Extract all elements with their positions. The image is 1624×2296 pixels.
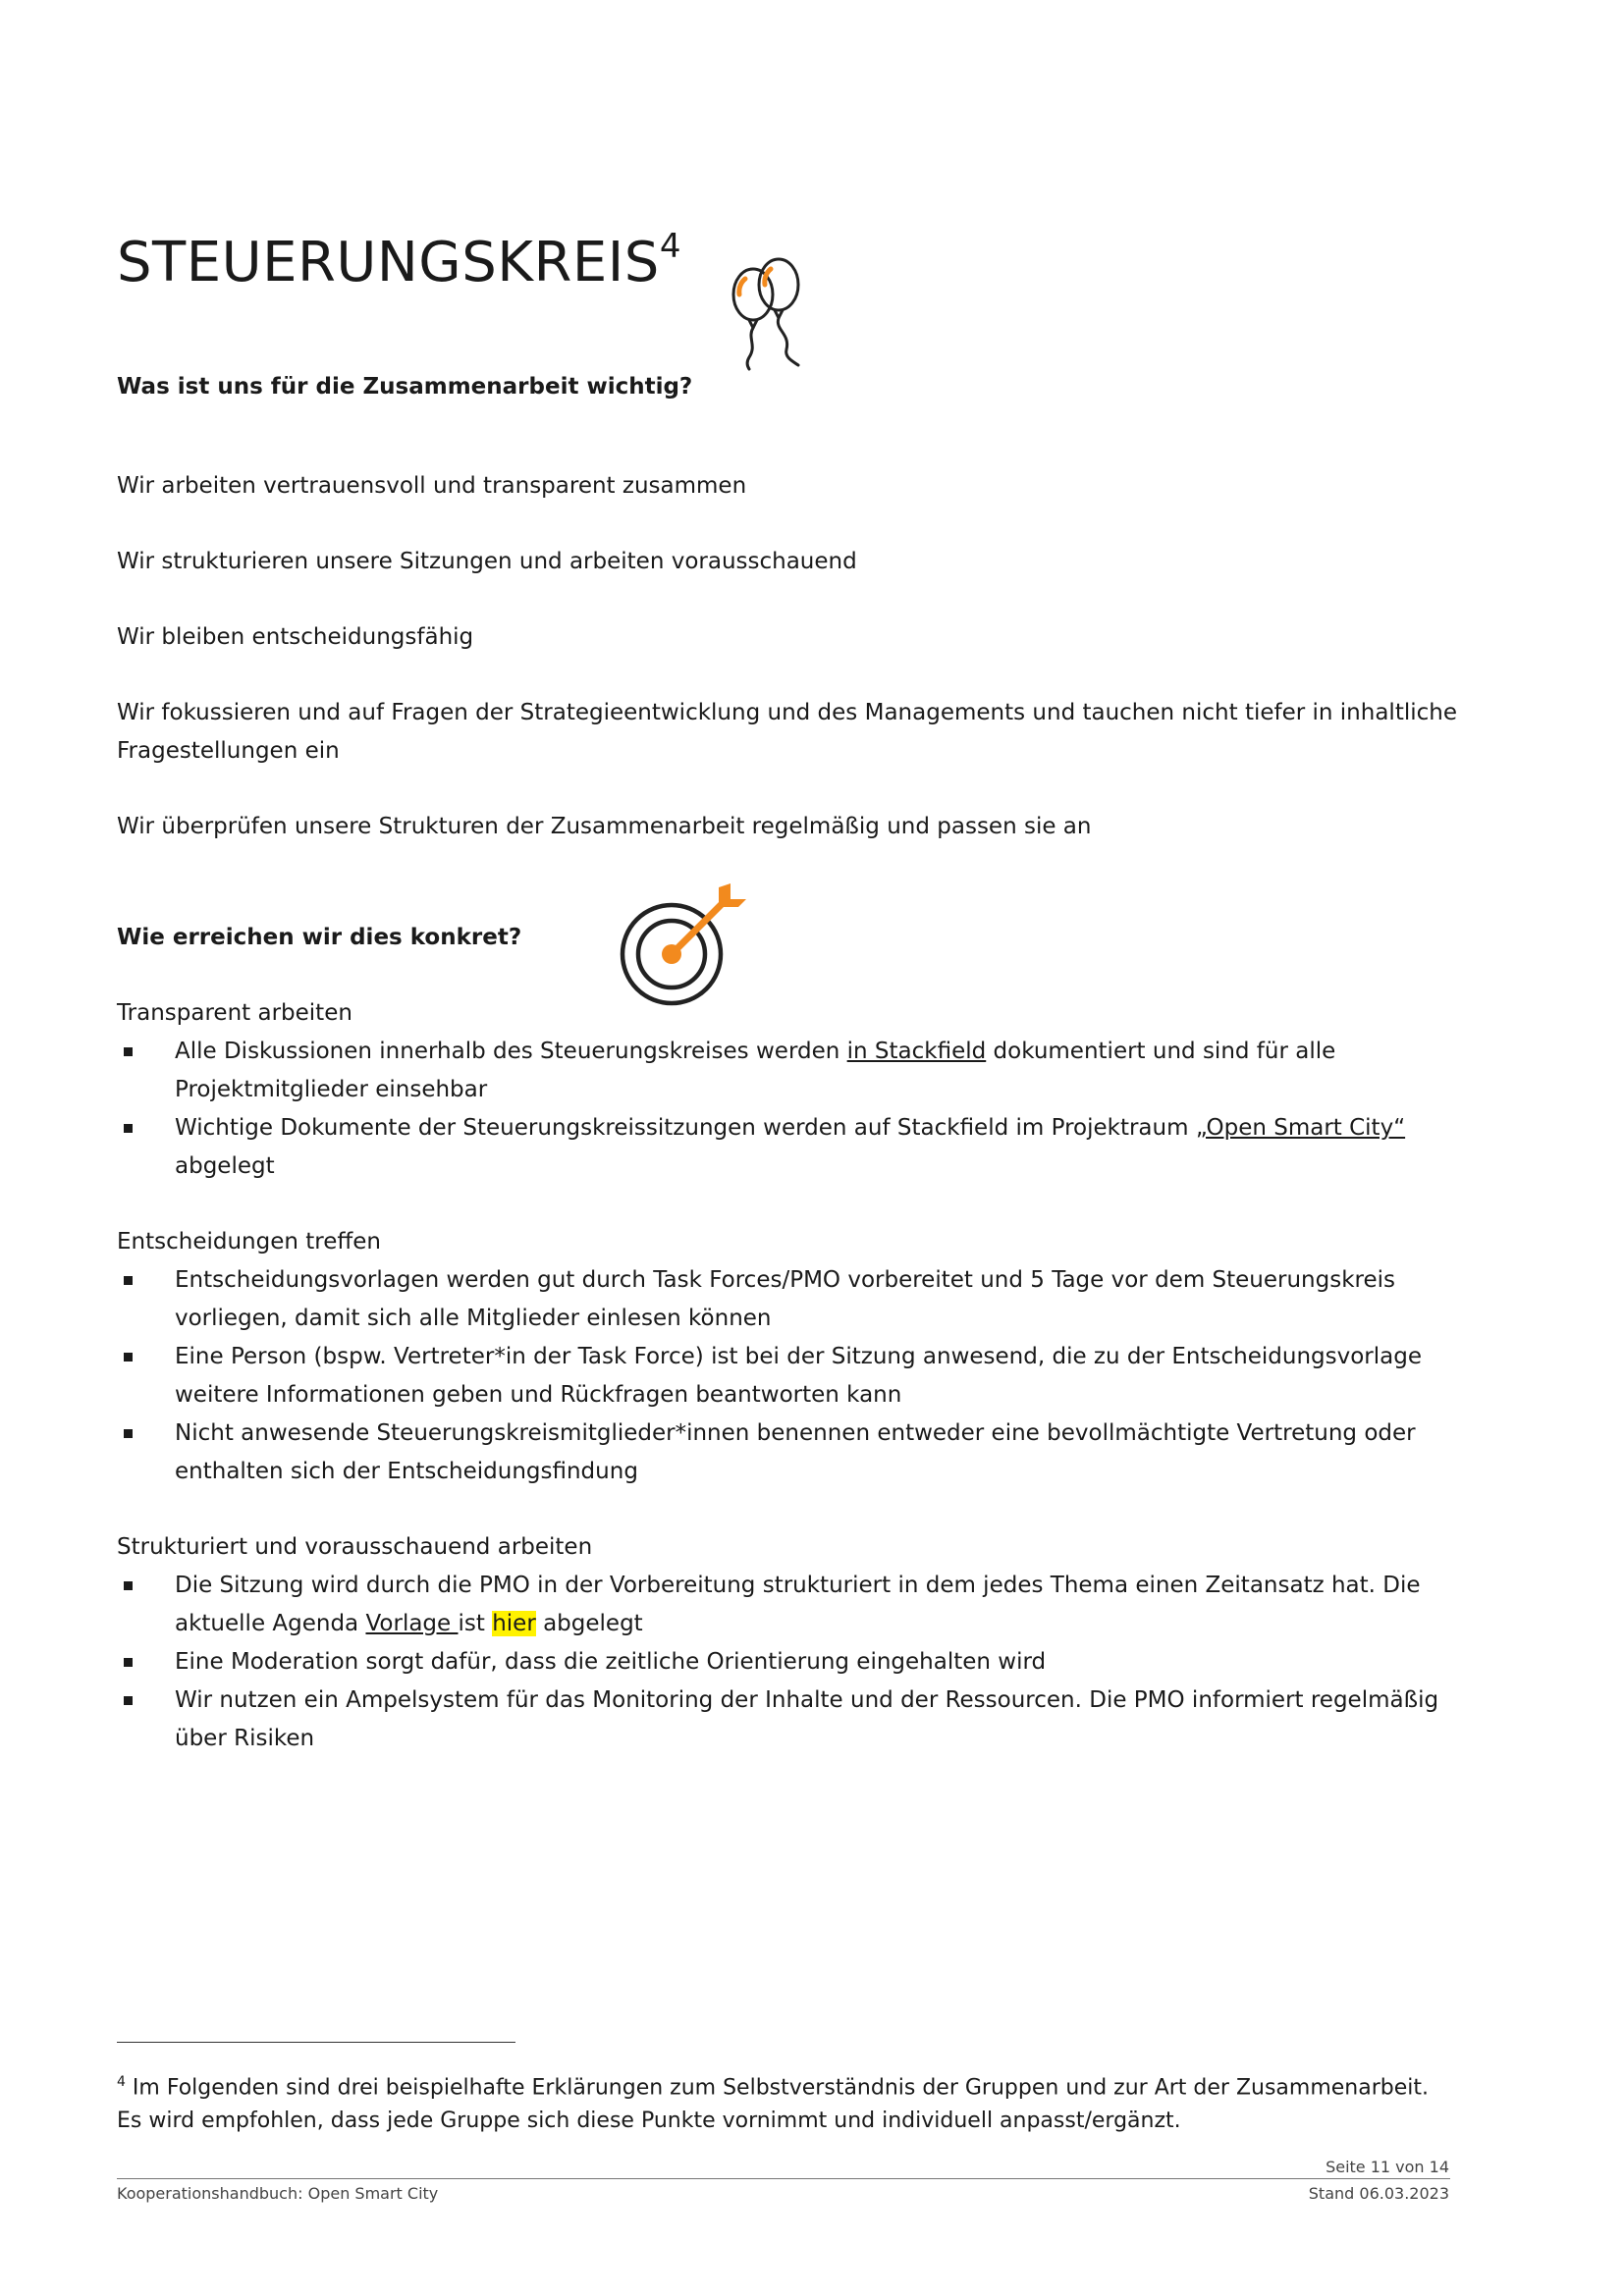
list-item: Entscheidungsvorlagen werden gut durch Task Forces/PMO vorbereitet und 5 Tage vor dem Steuerungskreis [175,1267,1396,1293]
footer-divider [117,2178,1450,2179]
footnote-line-cont: Es wird empfohlen, dass jede Gruppe sich diese Punkte vornimmt und individuell anpasst/ergänzt. [117,2109,1181,2133]
bullet [124,1658,133,1667]
section-title: Transparent arbeiten [117,1000,352,1026]
section-title: Strukturiert und vorausschauend arbeiten [117,1534,593,1560]
page-number: Seite 11 von 14 [1326,2158,1449,2176]
bullet [124,1047,133,1056]
list-item: Eine Person (bspw. Vertreter*in der Task Force) ist bei der Sitzung anwesend, die zu der Entscheidungsvorlage [175,1344,1422,1369]
project-room-link[interactable]: „Open Smart City“ [1195,1115,1406,1141]
template-link[interactable]: Vorlage [365,1611,459,1636]
principle-item: Wir fokussieren und auf Fragen der Strategieentwicklung und des Managements und tauchen nicht tiefer in inhaltliche [117,700,1457,725]
bullet [124,1429,133,1438]
heading-importance: Was ist uns für die Zusammenarbeit wichtig? [117,374,693,400]
footer-date: Stand 06.03.2023 [1308,2184,1449,2203]
bullet [124,1124,133,1133]
principle-item: Wir überprüfen unsere Strukturen der Zusammenarbeit regelmäßig und passen sie an [117,814,1092,839]
list-item-cont: abgelegt [175,1153,275,1179]
list-item-cont: aktuelle Agenda Vorlage ist hier abgelegt [175,1611,643,1636]
footnote-line: $^4$ Im Folgenden sind drei beispielhafte Erklärungen zum Selbstverständnis der Gruppen und zur Art der Zusammenarbeit. [117,2074,1430,2101]
balloons-icon [722,253,820,381]
list-item-cont: Projektmitglieder einsehbar [175,1077,488,1102]
list-item-cont: weitere Informationen geben und Rückfragen beantworten kann [175,1382,902,1408]
bullet [124,1353,133,1362]
bullet [124,1581,133,1590]
list-item: Alle Diskussionen innerhalb des Steuerungskreises werden in Stackfield dokumentiert und sind für alle [175,1039,1336,1064]
page-title: STEUERUNGSKREIS$^4$ [117,227,681,294]
principle-item: Wir arbeiten vertrauensvoll und transparent zusammen [117,473,747,499]
list-item: Die Sitzung wird durch die PMO in der Vorbereitung strukturiert in dem jedes Thema einen Zeitansatz hat. Die [175,1573,1421,1598]
bullet [124,1696,133,1705]
list-item-cont: vorliegen, damit sich alle Mitglieder einlesen können [175,1306,772,1331]
footer-doc-title: Kooperationshandbuch: Open Smart City [117,2184,439,2203]
heading-how: Wie erreichen wir dies konkret? [117,925,522,950]
here-link[interactable]: hier [492,1611,536,1636]
list-item: Wichtige Dokumente der Steuerungskreissitzungen werden auf Stackfield im Projektraum „Open Smart City“ [175,1115,1406,1141]
footnote-divider [117,2042,515,2043]
bullet [124,1276,133,1285]
target-arrow-icon [617,874,754,1011]
principle-item: Wir bleiben entscheidungsfähig [117,624,474,650]
stackfield-link[interactable]: in Stackfield [846,1039,987,1064]
list-item: Wir nutzen ein Ampelsystem für das Monitoring der Inhalte und der Ressourcen. Die PMO informiert regelmäßig [175,1687,1439,1713]
list-item: Eine Moderation sorgt dafür, dass die zeitliche Orientierung eingehalten wird [175,1649,1047,1675]
list-item-cont: enthalten sich der Entscheidungsfindung [175,1459,638,1484]
principle-item: Wir strukturieren unsere Sitzungen und arbeiten vorausschauend [117,549,857,574]
list-item: Nicht anwesende Steuerungskreismitglieder*innen benennen entweder eine bevollmächtigte Vertretung oder [175,1420,1416,1446]
principle-item-cont: Fragestellungen ein [117,738,340,764]
section-title: Entscheidungen treffen [117,1229,381,1255]
list-item-cont: über Risiken [175,1726,315,1751]
